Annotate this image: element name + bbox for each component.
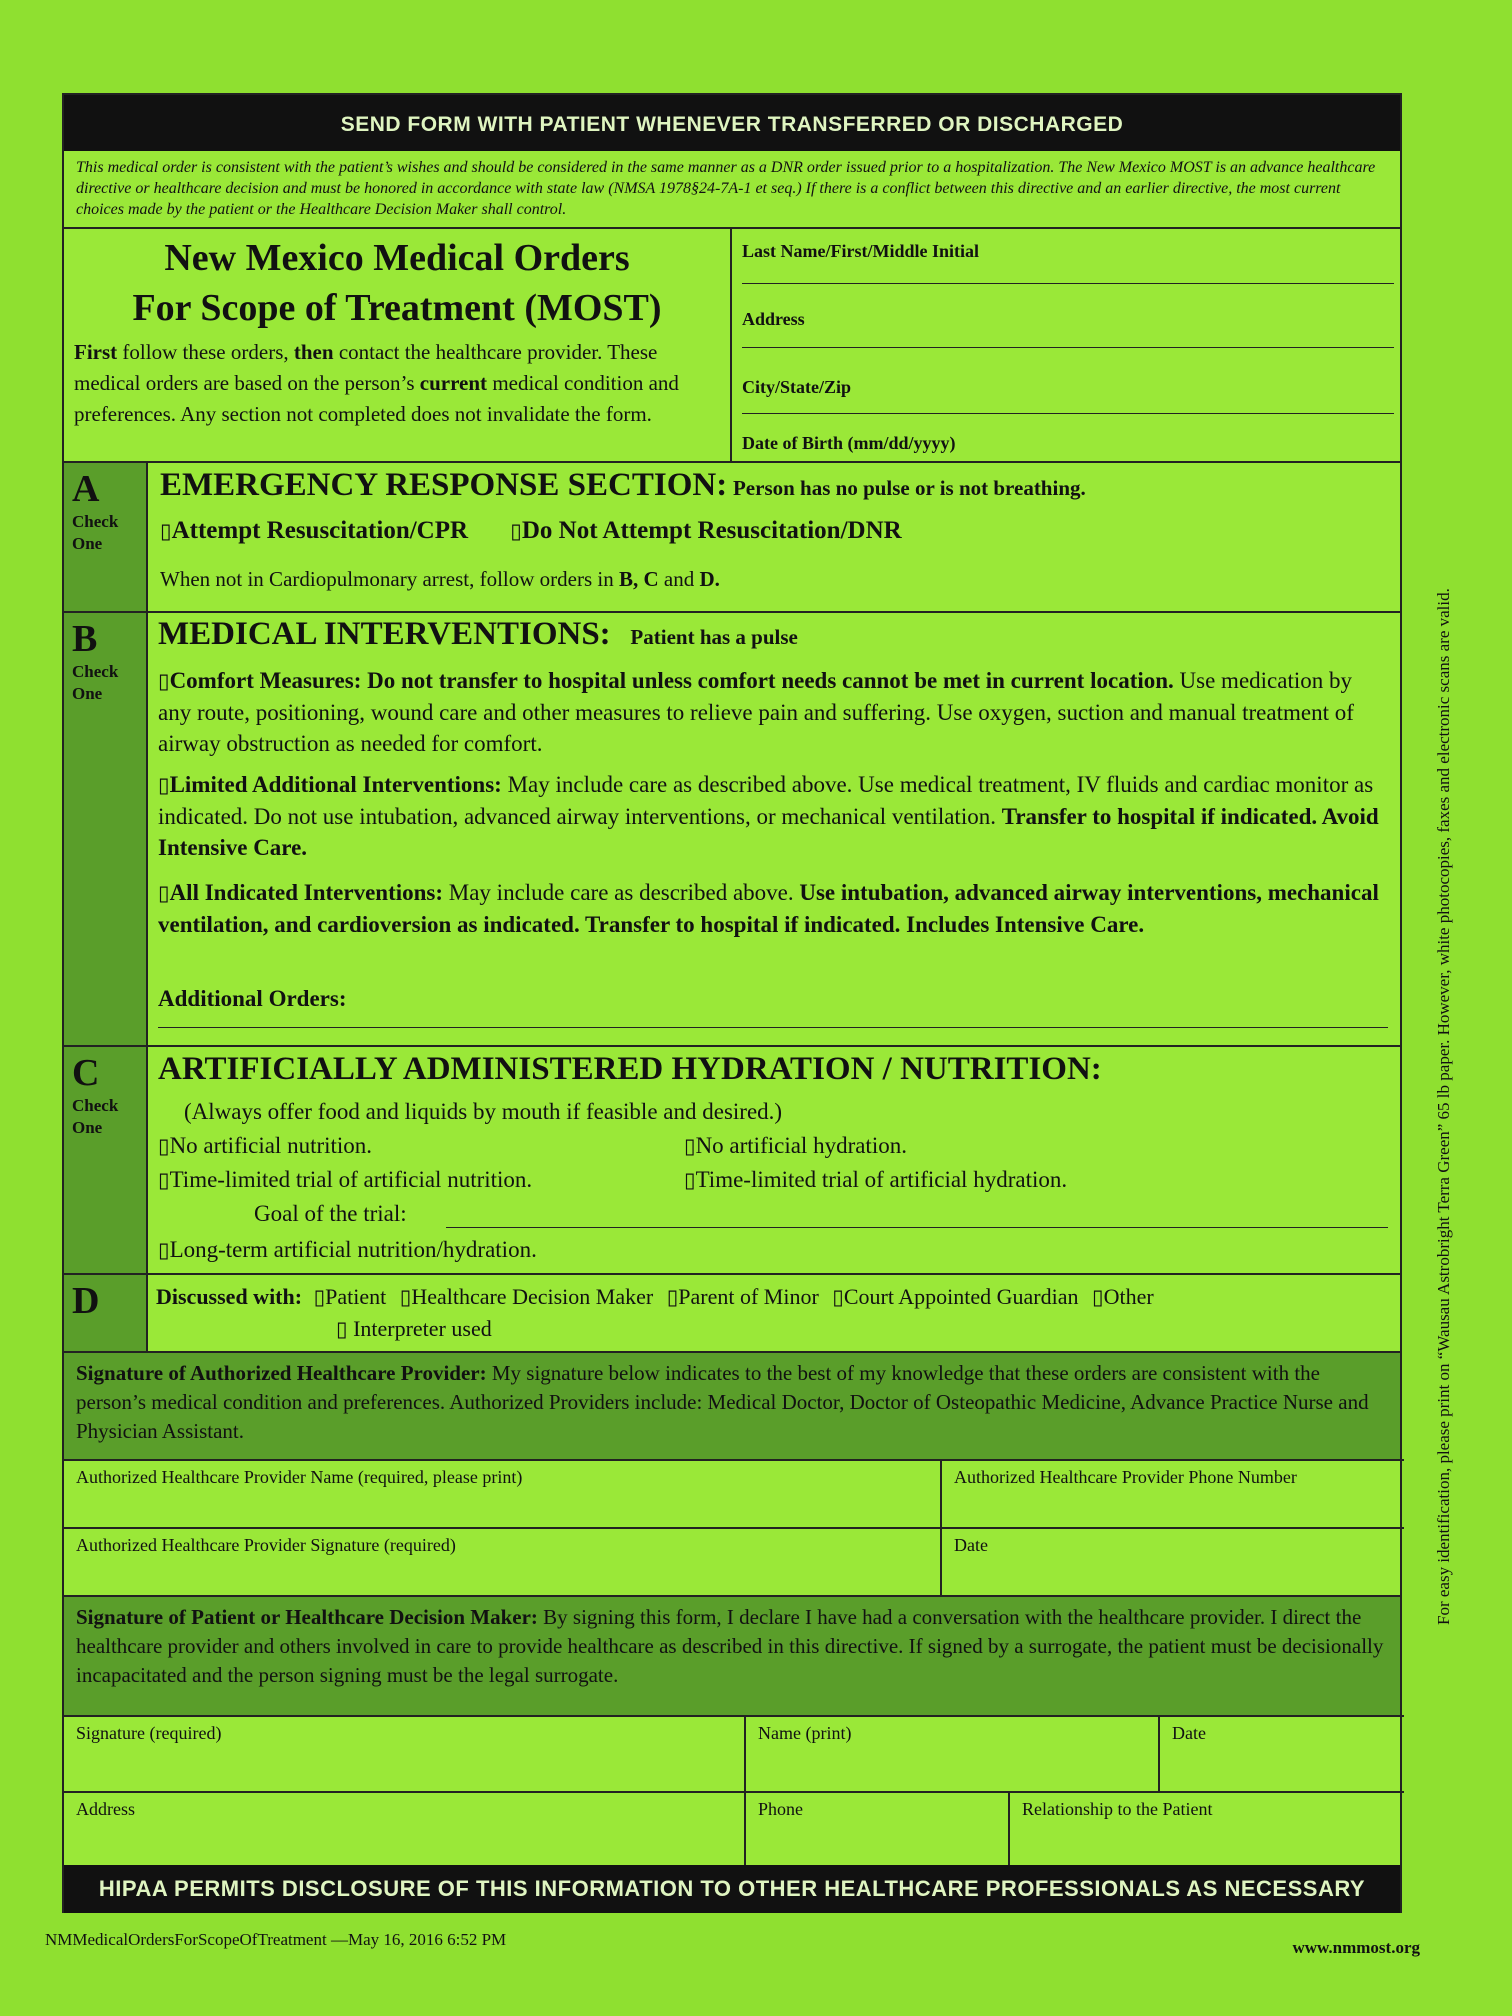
patient-address-field[interactable]: Address bbox=[64, 1791, 744, 1865]
provider-signature-heading: Signature of Authorized Healthcare Provider: bbox=[76, 1361, 487, 1385]
decision-maker-option-label: Healthcare Decision Maker bbox=[411, 1284, 654, 1309]
hipaa-banner: HIPAA PERMITS DISCLOSURE OF THIS INFORMATION TO OTHER HEALTHCARE PROFESSIONALS AS NECESSARY bbox=[64, 1865, 1400, 1913]
all-interventions-option: ▯ All Indicated Interventions: May include care as described above. Use intubation, advanced airway interventions, mechanical ventilation, and cardioversion as indicated. Transfer to hospital if indicated. Includes Intensive Care. bbox=[158, 877, 1388, 940]
section-b-check-one: Check One bbox=[72, 662, 119, 703]
intro-text: This medical order is consistent with the patient’s wishes and should be considered in the same manner as a DNR order issued prior to a hospitalization. The New Mexico MOST is an advance healthcare directive or healthcare decision and must be honored in accordance with state law (NMSA 1978§24-7A-1 et seq.) If there is a conflict between this directive and an earlier directive, the most current choices made by the patient or the Healthcare Decision Maker shall control. bbox=[64, 151, 1400, 229]
trial-hydration-label: Time-limited trial of artificial hydration. bbox=[695, 1167, 1068, 1192]
relationship-field[interactable]: Relationship to the Patient bbox=[1008, 1791, 1404, 1865]
section-b-body bbox=[158, 613, 1388, 1045]
section-c bbox=[64, 1045, 1400, 1273]
section-c-check-one: Check One bbox=[72, 1096, 119, 1137]
provider-date-field[interactable]: Date bbox=[940, 1527, 1404, 1595]
provider-phone-field[interactable]: Authorized Healthcare Provider Phone Number bbox=[940, 1459, 1404, 1527]
long-term-label: Long-term artificial nutrition/hydration. bbox=[169, 1237, 537, 1262]
limited-interventions-option: ▯ Limited Additional Interventions: May include care as described above. Use medical treatment, IV fluids and cardiac monitor as indicated. Do not use intubation, advanced airway interventions, or mechanical ventilation. Transfer to hospital if indicated. Avoid Intensive Care. bbox=[158, 769, 1388, 863]
section-a-tab bbox=[64, 463, 148, 611]
section-c-body bbox=[158, 1047, 1388, 1273]
patient-signature-band bbox=[64, 1595, 1400, 1715]
trial-nutrition-checkbox[interactable] bbox=[158, 1167, 170, 1192]
long-term-checkbox[interactable] bbox=[158, 1237, 170, 1262]
patient-signature-field[interactable]: Signature (required) bbox=[64, 1715, 744, 1791]
interpreter-label: Interpreter used bbox=[347, 1316, 492, 1341]
patient-name-label: Last Name/First/Middle Initial bbox=[742, 241, 979, 261]
provider-name-field[interactable]: Authorized Healthcare Provider Name (required, please print) bbox=[64, 1459, 940, 1527]
footer-document-id: NMMedicalOrdersForScopeOfTreatment —May 16, 2016 6:52 PM bbox=[45, 1930, 507, 1949]
title-instructions: First follow these orders, then contact the healthcare provider. These medical orders are based on the person’s current medical condition and preferences. Any section not completed does not invalidate the form. bbox=[74, 340, 679, 426]
section-a-heading: EMERGENCY RESPONSE SECTION: bbox=[160, 467, 728, 503]
patient-signature-heading: Signature of Patient or Healthcare Decision Maker: bbox=[76, 1605, 538, 1629]
dnr-label: Do Not Attempt Resuscitation/DNR bbox=[521, 517, 902, 544]
comfort-measures-option: ▯ Comfort Measures: Do not transfer to hospital unless comfort needs cannot be met in current location. Use medication by any route, positioning, wound care and other measures to relieve pain and suffering. Use oxygen, suction and manual treatment of airway obstruction as needed for comfort. bbox=[158, 665, 1388, 759]
parent-option-label: Parent of Minor bbox=[678, 1284, 819, 1309]
section-b-tab bbox=[64, 613, 148, 1045]
no-hydration-checkbox[interactable] bbox=[684, 1133, 696, 1158]
section-d-tab bbox=[64, 1275, 148, 1351]
all-checkbox[interactable] bbox=[158, 880, 170, 905]
trial-hydration-checkbox[interactable] bbox=[684, 1167, 696, 1192]
form-title-line2: For Scope of Treatment (MOST) bbox=[132, 287, 662, 329]
section-a-note: When not in Cardiopulmonary arrest, follow orders in B, C and D. bbox=[160, 567, 720, 591]
cpr-label: Attempt Resuscitation/CPR bbox=[171, 517, 469, 544]
section-a-check-one: Check One bbox=[72, 512, 119, 553]
footer-website: www.nmmost.org bbox=[1292, 1938, 1420, 1957]
section-c-letter: C bbox=[72, 1052, 100, 1094]
parent-checkbox[interactable] bbox=[667, 1284, 679, 1309]
guardian-option-label: Court Appointed Guardian bbox=[843, 1284, 1079, 1309]
discussed-with-label: Discussed with: bbox=[156, 1284, 303, 1309]
additional-orders-line[interactable] bbox=[158, 1027, 1388, 1028]
patient-id-box bbox=[732, 229, 1404, 461]
side-printing-note: For easy identification, please print on “Wausau Astrobright Terra Green” 65 lb paper. However, white photocopies, faxes and electronic scans are valid. bbox=[1434, 588, 1453, 1625]
patient-dob-label: Date of Birth (mm/dd/yyyy) bbox=[742, 433, 956, 453]
interpreter-checkbox[interactable] bbox=[336, 1316, 348, 1341]
trial-nutrition-label: Time-limited trial of artificial nutrition. bbox=[169, 1167, 533, 1192]
top-banner: SEND FORM WITH PATIENT WHENEVER TRANSFERRED OR DISCHARGED bbox=[64, 95, 1400, 151]
section-d-body bbox=[156, 1275, 1388, 1351]
section-a-subheading: Person has no pulse or is not breathing. bbox=[732, 476, 1086, 500]
section-a-body bbox=[160, 463, 1388, 611]
section-d bbox=[64, 1273, 1400, 1351]
decision-maker-checkbox[interactable] bbox=[400, 1284, 412, 1309]
patient-address-line[interactable] bbox=[742, 347, 1394, 348]
no-hydration-label: No artificial hydration. bbox=[695, 1133, 907, 1158]
comfort-checkbox[interactable] bbox=[158, 668, 170, 693]
provider-signature-text: My signature below indicates to the best of my knowledge that these orders are consistent with the person’s medical condition and preferences. Authorized Providers include: Medical Doctor, Doctor of Osteopathic Medicine, Advance Practice Nurse and Physician Assistant. bbox=[76, 1361, 1369, 1443]
form-title-line1: New Mexico Medical Orders bbox=[164, 237, 630, 279]
section-c-heading: ARTIFICIALLY ADMINISTERED HYDRATION / NUTRITION: bbox=[158, 1051, 1102, 1087]
section-b-subheading: Patient has a pulse bbox=[630, 625, 798, 649]
goal-of-trial-line[interactable] bbox=[446, 1227, 1388, 1228]
guardian-checkbox[interactable] bbox=[832, 1284, 844, 1309]
patient-checkbox[interactable] bbox=[314, 1284, 326, 1309]
provider-signature-band bbox=[64, 1351, 1400, 1459]
patient-phone-field[interactable]: Phone bbox=[744, 1791, 1008, 1865]
provider-signature-field[interactable]: Authorized Healthcare Provider Signature (required) bbox=[64, 1527, 940, 1595]
patient-city-line[interactable] bbox=[742, 413, 1394, 414]
patient-signature-text: By signing this form, I declare I have had a conversation with the healthcare provider. I direct the healthcare provider and others involved in care to provide healthcare as described in this directive. If signed by a surrogate, the patient must be decisionally incapacitated and the person signing must be the legal surrogate. bbox=[76, 1605, 1384, 1687]
most-form bbox=[62, 93, 1402, 1913]
section-c-note: (Always offer food and liquids by mouth if feasible and desired.) bbox=[184, 1099, 783, 1124]
other-checkbox[interactable] bbox=[1092, 1284, 1104, 1309]
no-nutrition-checkbox[interactable] bbox=[158, 1133, 170, 1158]
additional-orders-label: Additional Orders: bbox=[158, 986, 347, 1011]
section-a-letter: A bbox=[72, 468, 100, 510]
patient-date-field[interactable]: Date bbox=[1158, 1715, 1404, 1791]
patient-name-print-field[interactable]: Name (print) bbox=[744, 1715, 1158, 1791]
title-box bbox=[64, 229, 732, 461]
section-d-letter: D bbox=[72, 1280, 100, 1322]
dnr-checkbox[interactable] bbox=[510, 517, 522, 544]
section-c-tab bbox=[64, 1047, 148, 1273]
patient-address-label: Address bbox=[742, 309, 805, 329]
other-option-label: Other bbox=[1103, 1284, 1154, 1309]
section-b-letter: B bbox=[72, 618, 98, 660]
patient-city-label: City/State/Zip bbox=[742, 377, 852, 397]
section-a bbox=[64, 461, 1400, 611]
section-b bbox=[64, 611, 1400, 1045]
goal-of-trial-label: Goal of the trial: bbox=[254, 1201, 407, 1226]
patient-name-line[interactable] bbox=[742, 283, 1394, 284]
cpr-checkbox[interactable] bbox=[160, 517, 172, 544]
patient-option-label: Patient bbox=[325, 1284, 387, 1309]
limited-checkbox[interactable] bbox=[158, 772, 170, 797]
section-b-heading: MEDICAL INTERVENTIONS: bbox=[158, 616, 611, 652]
no-nutrition-label: No artificial nutrition. bbox=[169, 1133, 373, 1158]
